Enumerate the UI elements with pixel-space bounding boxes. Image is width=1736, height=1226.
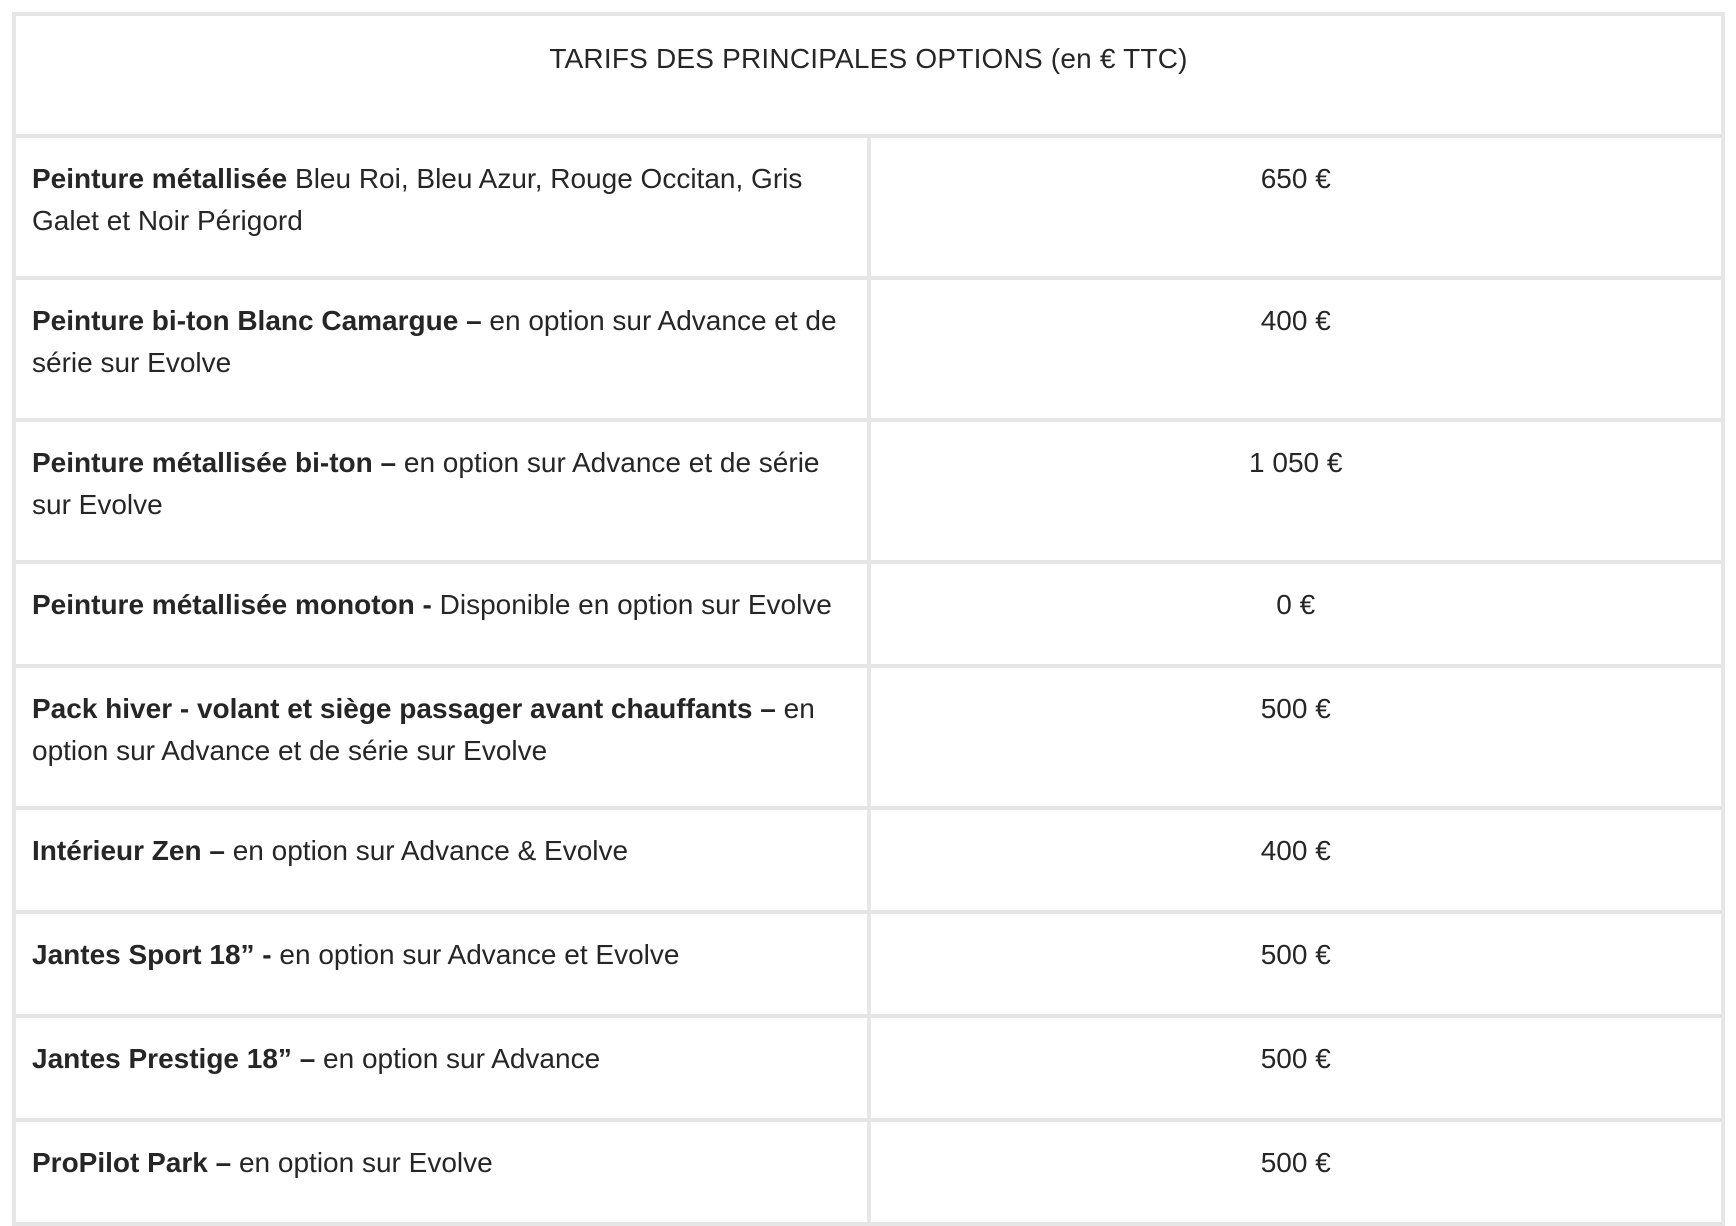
option-name (14, 666, 869, 808)
option-price: 400 € (869, 808, 1724, 912)
option-name-bold: ProPilot Park – (32, 1147, 239, 1178)
option-price: 500 € (869, 666, 1724, 808)
option-price: 500 € (869, 1120, 1724, 1224)
option-name-bold: Peinture métallisée bi-ton – (32, 447, 404, 478)
option-name-bold: Peinture métallisée monoton - (32, 589, 440, 620)
option-name (14, 912, 869, 1016)
option-name-bold: Peinture métallisée (32, 163, 288, 194)
option-price: 400 € (869, 278, 1724, 420)
option-price: 0 € (869, 562, 1724, 666)
option-name-detail: Disponible en option sur Evolve (439, 589, 832, 620)
table-row (14, 808, 1723, 912)
option-price: 1 050 € (869, 420, 1724, 562)
table-row (14, 420, 1723, 562)
option-name-bold: Jantes Prestige 18” – (32, 1043, 324, 1074)
option-name-detail: Bleu Roi, Bleu Azur, Rouge Occitan, Gris Galet et Noir Périgord (32, 163, 803, 236)
option-name-bold: Peinture bi-ton Blanc Camargue – (32, 305, 490, 336)
option-name-detail: en option sur Advance et de série sur Evolve (32, 447, 820, 520)
table-title: TARIFS DES PRINCIPALES OPTIONS (en € TTC) (14, 14, 1723, 136)
table-row (14, 136, 1723, 278)
option-name (14, 808, 869, 912)
options-price-table (12, 12, 1725, 1226)
option-name-bold: Jantes Sport 18” - (32, 939, 280, 970)
table-row (14, 1120, 1723, 1224)
option-name-detail: en option sur Advance et de série sur Evolve (32, 693, 815, 766)
table-row (14, 278, 1723, 420)
option-name (14, 562, 869, 666)
option-name-detail: en option sur Evolve (238, 1147, 493, 1178)
option-price: 500 € (869, 912, 1724, 1016)
table-title-row (14, 14, 1723, 136)
option-name (14, 1120, 869, 1224)
option-price: 500 € (869, 1016, 1724, 1120)
table-row (14, 666, 1723, 808)
option-name-detail: en option sur Advance (323, 1043, 601, 1074)
table-row (14, 1016, 1723, 1120)
option-name (14, 278, 869, 420)
table-row (14, 912, 1723, 1016)
option-name-detail: en option sur Advance & Evolve (232, 835, 629, 866)
option-price: 650 € (869, 136, 1724, 278)
option-name-bold: Pack hiver - volant et siège passager avant chauffants – (32, 693, 784, 724)
table-row (14, 562, 1723, 666)
option-name (14, 1016, 869, 1120)
option-name (14, 420, 869, 562)
option-name-detail: en option sur Advance et de série sur Evolve (32, 305, 837, 378)
option-name (14, 136, 869, 278)
option-name-bold: Intérieur Zen – (32, 835, 233, 866)
option-name-detail: en option sur Advance et Evolve (279, 939, 680, 970)
